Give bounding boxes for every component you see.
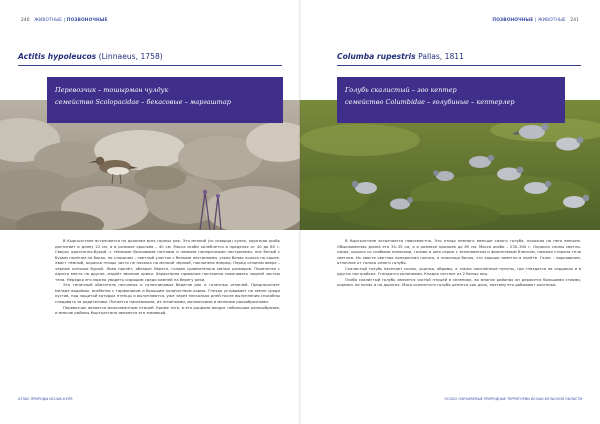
species-title (18, 52, 163, 61)
paragraph: Скалистый голубь населяет скалы, ущелья, обрывы, а также населённые пункты, где гнездится на чердаках и в других постройках. Гнездится колониями. Кладка состоит из 2 белых яиц. (337, 265, 581, 277)
species-latin-name: Columba rupestris (337, 52, 416, 61)
section-label: ПОЗВОНОЧНЫЕ (492, 18, 534, 23)
page-footer: ОСОБО ОХРАНЯЕМЫЕ ПРИРОДНЫЕ ТЕРРИТОРИИ ИССЫК-КУЛЬСКОЙ ОБЛАСТИ (444, 397, 582, 401)
title-rule (337, 65, 581, 66)
species-author: Pallas, 1811 (418, 52, 464, 61)
species-description (337, 238, 581, 288)
running-header: ПОЗВОНОЧНЫЕ | ЖИВОТНЫЕ 241 (492, 18, 579, 23)
running-header: 240 ЖИВОТНЫЕ | ПОЗВОНОЧНЫЕ (21, 18, 108, 23)
paragraph: В Кыргызстане встречается повсеместно. Это птица немного меньше сизого голубя, похожая на него внешне. Обыкновенная длина его 34–35 см, а в размахе крыльев до 65 см. Масса особи – 230–300 г. Окраска спины светло-серая, крылья со слабыми полосами, голова и шея серые с зеленоватым и фиолетовым блеском, нижняя сторона тела светлая. На хвосте светлая поперечная полоса, а поясница белая, что хорошо заметно в полёте. Голос – воркование, отличное от голоса сизого голубя. (337, 238, 581, 266)
species-author: (Linnaeus, 1758) (98, 52, 163, 61)
subsection-label: ЖИВОТНЫЕ (537, 18, 566, 23)
local-name: Перевозчик – тошырман чулдук (55, 86, 169, 94)
family-name: семейство Columbidae – голубиные – кептерлер (345, 98, 515, 106)
species-name-band (337, 77, 565, 123)
paragraph: Это типичный обитатель песчаных и галечниковых берегов рек и галечных отмелей. Предпочитает мелкие водоёмы, особенно с торфяником и большим количеством корма. Гнездо устраивает на земле среди кустов, под защитой которых птенцы и вылупляются, уже через несколько дней после вылупления способны следовать за родителями. Питается насекомыми, их личинками, моллюсками и мелкими ракообразными. (55, 282, 280, 305)
species-description (55, 238, 280, 316)
family-name: семейство Scolopacidae – бекасовые – маргаштар (55, 98, 231, 106)
local-name: Голубь скалистый – зоо кептер (345, 86, 457, 94)
species-name-band (47, 77, 283, 123)
title-rule (18, 65, 282, 66)
page-footer: АТЛАС ПРИРОДЫ ИССЫК-КУЛЯ (18, 397, 73, 401)
page-number: 241 (570, 18, 579, 23)
page-number: 240 (21, 18, 30, 23)
paragraph: Особо скалистый голубь является частой птицей в селениях, во многих районах он держится большими стаями, кормясь на полях и на дорогах. Мясо скалистого голубя ценится как дичь, поэтому его добывают охотники. (337, 276, 581, 288)
right-page (300, 0, 600, 424)
species-latin-name: Actitis hypoleucos (18, 52, 97, 61)
subsection-label: ПОЗВОНОЧНЫЕ (66, 18, 108, 23)
paragraph: В Кыргызстане встречается по долинам всех горных рек. Это мелкий (со скворца) кулик, короткая особь достигает в длину 22 см, а в размахе крыльев – 40 см. Масса особи колеблется в пределах от 40 до 80 г. Сверху однотонно-бурый, с тёмными бочковыми пятнами и немыми поперечными пестринами, низ белый с бурым налётом на боках, по сторонам – светлый участок с белыми пестринами, узкая белая полоса на крыле. Хвост тёмный, окраска птицы часто не похожа на мелкий чёрный, наклонена вперед. Перед сезоном вверх – чёрные кончики бурый. Ловя пролёт, обходит берега, голова сравнительно малых размеров. Перелетая с одного места на другое, издаёт звонкие крики. Характерна привычка постоянно покачивать задней частью тела. Нередко его можно увидеть сидящим среди камней на берегу реки. (55, 238, 280, 282)
book-gutter (299, 0, 301, 424)
section-label: ЖИВОТНЫЕ (34, 18, 63, 23)
paragraph: Перевозчик является малозаметным птицей. Кроме того, в его рационе входит небольшое разнообразие, и многие районы Кыргызстана являются его зимовкой. (55, 304, 280, 316)
species-title (337, 52, 464, 61)
